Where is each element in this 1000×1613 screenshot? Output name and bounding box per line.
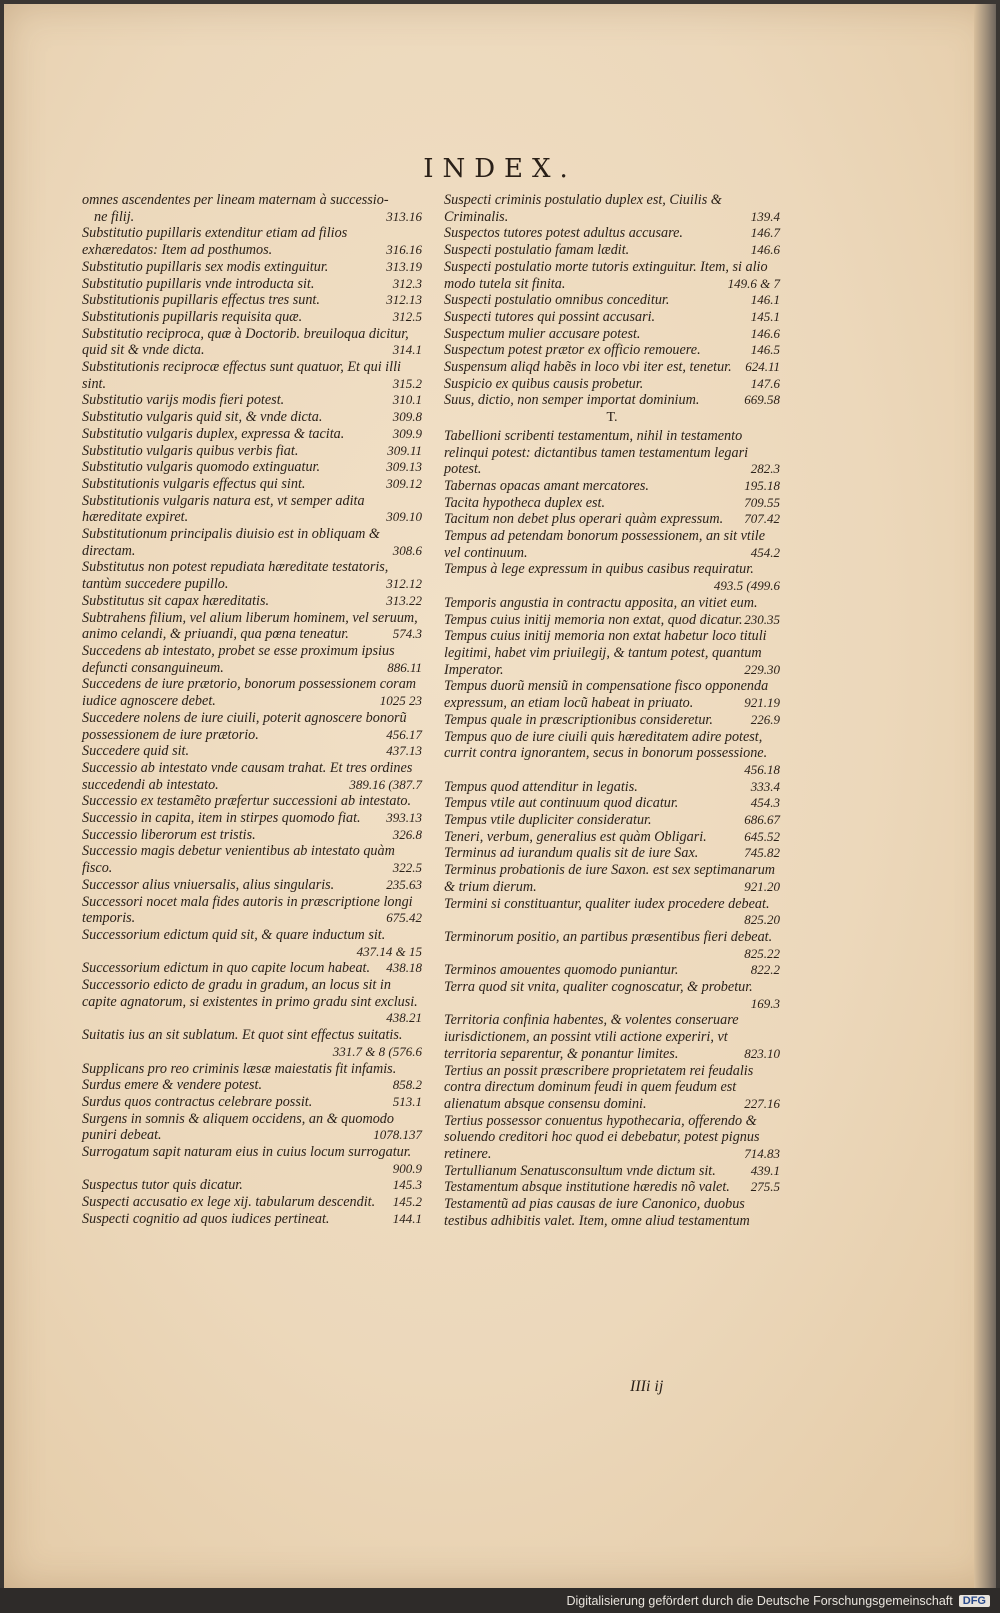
page-reference: 686.67 bbox=[744, 812, 780, 828]
entry-text: Substitutio varijs modis fieri potest. bbox=[82, 392, 285, 409]
entry-text: Suus, dictio, non semper importat dominium. bbox=[444, 392, 700, 409]
page-reference: 322.5 bbox=[392, 860, 422, 876]
page-reference: 144.1 bbox=[392, 1210, 422, 1226]
index-entry bbox=[82, 309, 422, 326]
entry-text: Succedens ab intestato, probet se esse proximum ipsius defuncti consanguineum. bbox=[82, 642, 395, 676]
index-entry bbox=[82, 1111, 422, 1144]
page-reference: 313.19 bbox=[386, 258, 422, 274]
entry-text: Substitutio vulgaris duplex, expressa & tacita. bbox=[82, 425, 345, 442]
entry-text: Substitutionis pupillaris effectus tres sunt. bbox=[82, 292, 320, 309]
page-reference: 707.42 bbox=[744, 511, 780, 527]
entry-text: Tacita hypotheca duplex est. bbox=[444, 494, 606, 511]
page-binding bbox=[974, 4, 996, 1588]
index-entry bbox=[82, 476, 422, 493]
page-reference: 315.2 bbox=[392, 375, 422, 391]
page-reference: 886.11 bbox=[387, 659, 422, 675]
page-reference: 825.22 bbox=[744, 945, 780, 961]
entry-text: omnes ascendentes per lineam maternam à successio- bbox=[82, 192, 389, 208]
index-entry bbox=[444, 326, 780, 343]
page-reference: 438.18 bbox=[386, 960, 422, 976]
page-reference: 146.1 bbox=[750, 292, 780, 308]
page-reference: 921.20 bbox=[744, 878, 780, 894]
index-entry bbox=[82, 894, 422, 927]
entry-text: Substitutionis pupillaris requisita quæ. bbox=[82, 308, 303, 325]
entry-text: Substitutionis vulgaris effectus qui sint. bbox=[82, 475, 306, 492]
entry-text: Temporis angustia in contractu apposita, an vitiet eum. bbox=[444, 594, 758, 611]
entry-text: Tabernas opacas amant mercatores. bbox=[444, 477, 649, 494]
page-reference: 146.6 bbox=[750, 325, 780, 341]
index-entry bbox=[82, 1077, 422, 1094]
page-reference: 312.13 bbox=[386, 292, 422, 308]
index-entry bbox=[444, 1196, 780, 1229]
index-entry bbox=[82, 960, 422, 977]
entry-text: Substitutio pupillaris extenditur etiam ad filios exhæredatos: Item ad posthumos. bbox=[82, 225, 348, 259]
entry-text: Subtrahens filium, vel alium liberum hominem, vel seruum, animo celandi, & priuandi, qua pœna teneatur. bbox=[82, 609, 418, 643]
footer-text: Digitalisierung gefördert durch die Deutsche Forschungsgemeinschaft bbox=[566, 1593, 953, 1608]
index-column-right bbox=[444, 192, 780, 1230]
entry-text: Tertius possessor conuentus hypothecaria, offerendo & soluendo creditori hoc quod ei debebatur, potest pignus retinere. bbox=[444, 1112, 760, 1163]
entry-text: Tempus cuius initij memoria non extat, quod dicatur. bbox=[444, 611, 743, 628]
page-reference: 312.5 bbox=[392, 308, 422, 324]
entry-text: Substitutionis reciprocæ effectus sunt quatuor, Et qui illi sint. bbox=[82, 359, 401, 392]
entry-text: Surdus quos contractus celebrare possit. bbox=[82, 1093, 313, 1110]
entry-text: Surrogatum sapit naturam eius in cuius locum surrogatur. bbox=[82, 1144, 412, 1161]
index-entry bbox=[82, 225, 422, 258]
entry-text: Substitutionis vulgaris natura est, vt semper adita hæreditate expiret. bbox=[82, 492, 365, 526]
page-reference: 146.6 bbox=[750, 242, 780, 258]
entry-text: Successor alius vniuersalis, alius singularis. bbox=[82, 876, 335, 893]
entry-text: Successio in capita, item in stirpes quomodo fiat. bbox=[82, 810, 361, 827]
index-entry bbox=[444, 1163, 780, 1180]
index-entry bbox=[82, 443, 422, 460]
page-reference: 456.17 bbox=[386, 726, 422, 742]
entry-text: Suspectos tutores potest adultus accusare. bbox=[444, 225, 683, 242]
index-entry bbox=[444, 428, 780, 478]
entry-text: Substitutus sit capax hæreditatis. bbox=[82, 592, 270, 609]
entry-text: Substitutus non potest repudiata hæreditate testatoris, tantùm succedere pupillo. bbox=[82, 559, 389, 593]
entry-text: Testamentũ ad pias causas de iure Canonico, duobus testibus adhibitis valet. Item, omne aliud testamentum bbox=[444, 1196, 750, 1229]
index-entry bbox=[444, 896, 780, 929]
page-reference: 145.1 bbox=[750, 308, 780, 324]
page-reference: 709.55 bbox=[744, 494, 780, 510]
page-reference: 454.3 bbox=[750, 795, 780, 811]
page-reference: 858.2 bbox=[392, 1077, 422, 1093]
index-entry bbox=[82, 1211, 422, 1228]
entry-text: Tertullianum Senatusconsultum vnde dictum sit. bbox=[444, 1162, 716, 1179]
index-entry bbox=[444, 1179, 780, 1196]
page-reference: 333.4 bbox=[750, 778, 780, 794]
page-reference: 513.1 bbox=[392, 1093, 422, 1109]
entry-text: Successio magis debetur venientibus ab intestato quàm fisco. bbox=[82, 843, 395, 877]
index-entry bbox=[82, 843, 422, 876]
index-entry bbox=[444, 259, 780, 292]
index-entry bbox=[82, 676, 422, 709]
entry-text: Tempus à lege expressum in quibus casibus requiratur. bbox=[444, 561, 754, 578]
folio-signature: IIIi ij bbox=[630, 1378, 664, 1395]
page-reference: 309.12 bbox=[386, 475, 422, 491]
page-reference: 900.9 bbox=[392, 1160, 422, 1176]
index-entry bbox=[82, 1027, 422, 1060]
entry-text: Substitutio vulgaris quibus verbis fiat. bbox=[82, 442, 299, 459]
index-entry bbox=[82, 1194, 422, 1211]
entry-text: Terminus probationis de iure Saxon. est sex septimanarum & trium dierum. bbox=[444, 862, 776, 895]
index-entry bbox=[82, 593, 422, 610]
index-entry bbox=[444, 712, 780, 729]
page-reference: 235.63 bbox=[386, 876, 422, 892]
entry-text: Terminus ad iurandum qualis sit de iure Sax. bbox=[444, 845, 699, 862]
entry-text: Suspecti criminis postulatio duplex est, Ciuilis & Criminalis. bbox=[444, 192, 722, 225]
entry-text: Successori nocet mala fides autoris in præscriptione longi temporis. bbox=[82, 893, 413, 927]
index-entry bbox=[82, 292, 422, 309]
page-reference: 309.10 bbox=[386, 509, 422, 525]
page-reference: 645.52 bbox=[744, 828, 780, 844]
index-entry bbox=[82, 710, 422, 743]
page-reference: 229.30 bbox=[744, 661, 780, 677]
entry-text: Surgens in somnis & aliquem occidens, an & quomodo puniri debeat. bbox=[82, 1110, 394, 1144]
page-reference: 169.3 bbox=[750, 995, 780, 1011]
entry-text: Terminorum positio, an partibus præsentibus fieri debeat. bbox=[444, 928, 773, 945]
page-reference: 309.11 bbox=[387, 442, 422, 458]
entry-text: Suspensum aliqd habẽs in loco vbi iter est, tenetur. bbox=[444, 359, 732, 376]
page-reference: 146.7 bbox=[750, 225, 780, 241]
page-reference: 195.18 bbox=[744, 477, 780, 493]
page-reference: 437.13 bbox=[386, 743, 422, 759]
page-reference: 675.42 bbox=[386, 910, 422, 926]
index-entry bbox=[444, 862, 780, 895]
entry-text: Succedere quid sit. bbox=[82, 743, 190, 760]
index-column-left bbox=[82, 192, 422, 1228]
page-reference: 331.7 & 8 (576.6 bbox=[332, 1043, 422, 1059]
page-reference: 309.9 bbox=[392, 425, 422, 441]
entry-text: Testamentum absque institutione hæredis nõ valet. bbox=[444, 1179, 730, 1196]
index-entry bbox=[444, 829, 780, 846]
entry-text: Tempus quod attenditur in legatis. bbox=[444, 778, 638, 795]
index-entry bbox=[444, 495, 780, 512]
index-entry bbox=[444, 612, 780, 629]
index-entry bbox=[82, 760, 422, 793]
entry-text: Substitutio pupillaris vnde introducta sit. bbox=[82, 275, 315, 292]
entry-text: Suspicio ex quibus causis probetur. bbox=[444, 375, 644, 392]
entry-text: Successio liberorum est tristis. bbox=[82, 826, 256, 843]
index-entry bbox=[444, 528, 780, 561]
page-reference: 309.8 bbox=[392, 409, 422, 425]
index-entry bbox=[444, 359, 780, 376]
page-reference: 312.3 bbox=[392, 275, 422, 291]
page-reference: 226.9 bbox=[750, 711, 780, 727]
entry-text: Suspecti tutores qui possint accusari. bbox=[444, 308, 656, 325]
entry-text: Substitutio reciproca, quæ à Doctorib. breuiloqua dicitur, quid sit & vnde dicta. bbox=[82, 325, 409, 359]
index-entry bbox=[444, 929, 780, 962]
entry-text: Tempus ad petendam bonorum possessionem, an sit vtile vel continuum. bbox=[444, 528, 766, 561]
index-entry bbox=[444, 511, 780, 528]
entry-text: Tempus duorũ mensiũ in compensatione fisco opponenda expressum, an etiam locũ habeat in priuato. bbox=[444, 678, 769, 712]
page-reference: 389.16 (387.7 bbox=[349, 776, 422, 792]
page-reference: 227.16 bbox=[744, 1095, 780, 1111]
page-reference: 714.83 bbox=[744, 1146, 780, 1162]
page-reference: 147.6 bbox=[750, 375, 780, 391]
entry-text: Tempus vtile aut continuum quod dicatur. bbox=[444, 795, 679, 812]
index-entry bbox=[82, 526, 422, 559]
entry-text: Successorium edictum quid sit, & quare inductum sit. bbox=[82, 926, 386, 943]
entry-text: Suspecti cognitio ad quos iudices pertineat. bbox=[82, 1210, 330, 1227]
page-reference: 669.58 bbox=[744, 392, 780, 408]
entry-text: Successorium edictum in quo capite locum habeat. bbox=[82, 960, 371, 977]
page-reference: 438.21 bbox=[386, 1010, 422, 1026]
entry-text: Substitutio vulgaris quid sit, & vnde dicta. bbox=[82, 409, 323, 426]
page-reference: 139.4 bbox=[750, 208, 780, 224]
entry-text: Tacitum non debet plus operari quàm expressum. bbox=[444, 511, 724, 528]
index-entry bbox=[82, 1094, 422, 1111]
index-entry bbox=[82, 610, 422, 643]
index-entry bbox=[444, 962, 780, 979]
index-entry bbox=[444, 225, 780, 242]
index-entry bbox=[444, 1113, 780, 1163]
index-entry bbox=[82, 259, 422, 276]
page-reference: 456.18 bbox=[744, 761, 780, 777]
page-reference: 146.5 bbox=[750, 342, 780, 358]
page-reference: 326.8 bbox=[392, 826, 422, 842]
page-reference: 145.2 bbox=[392, 1194, 422, 1210]
page-reference: 312.12 bbox=[386, 576, 422, 592]
page-reference: 574.3 bbox=[392, 626, 422, 642]
page-reference: 437.14 & 15 bbox=[356, 943, 422, 959]
index-entry bbox=[82, 1061, 422, 1078]
index-entry bbox=[82, 793, 422, 810]
entry-text: Tempus cuius initij memoria non extat habetur loco tituli legitimi, habet vim priuilegij, & tantum potest, quantum Imperator. bbox=[444, 628, 767, 678]
entry-text: Suspectum mulier accusare potest. bbox=[444, 325, 641, 342]
page-reference: 316.16 bbox=[386, 242, 422, 258]
page-reference: 822.2 bbox=[750, 962, 780, 978]
page-reference: 439.1 bbox=[750, 1162, 780, 1178]
index-entry bbox=[82, 276, 422, 293]
index-entry bbox=[444, 678, 780, 711]
entry-text: Suitatis ius an sit sublatum. Et quot sint effectus suitatis. bbox=[82, 1027, 403, 1044]
index-entry bbox=[444, 812, 780, 829]
entry-text: Substitutio pupillaris sex modis extinguitur. bbox=[82, 258, 329, 275]
index-entry bbox=[82, 1144, 422, 1177]
index-entry bbox=[444, 478, 780, 495]
index-entry bbox=[82, 827, 422, 844]
index-entry bbox=[444, 376, 780, 393]
index-entry bbox=[82, 877, 422, 894]
page-reference: 275.5 bbox=[750, 1179, 780, 1195]
entry-continuation: ne filij. bbox=[94, 208, 135, 225]
index-entry bbox=[444, 979, 780, 1012]
index-entry bbox=[82, 409, 422, 426]
entry-text: Territoria confinia habentes, & volentes conseruare iurisdictionem, an possint vtili actione experiri, vt territoria separentur, & ponantur limites. bbox=[444, 1012, 739, 1062]
page-reference: 493.5 (499.6 bbox=[713, 578, 780, 594]
index-entry bbox=[444, 628, 780, 678]
page-reference: 230.35 bbox=[744, 611, 780, 627]
index-entry bbox=[444, 561, 780, 594]
index-entry bbox=[444, 242, 780, 259]
index-entry bbox=[82, 1177, 422, 1194]
index-entry bbox=[82, 359, 422, 392]
dfg-logo: DFG bbox=[959, 1595, 990, 1607]
index-entry bbox=[82, 927, 422, 960]
page-reference: 314.1 bbox=[392, 342, 422, 358]
index-entry bbox=[82, 459, 422, 476]
entry-text: Substitutionum principalis diuisio est in obliquam & directam. bbox=[82, 526, 380, 559]
page-reference: 454.2 bbox=[750, 544, 780, 560]
page-reference: 310.1 bbox=[392, 392, 422, 408]
index-entry bbox=[444, 1063, 780, 1113]
entry-text: Tempus quo de iure ciuili quis hæreditatem adire potest, currit contra ignorantem, secus in bonorum possessione. bbox=[444, 728, 768, 762]
index-entry bbox=[82, 977, 422, 1027]
entry-text: Supplicans pro reo criminis læsæ maiestatis fit infamis. bbox=[82, 1060, 397, 1077]
entry-text: Successio ex testamẽto præfertur successioni ab intestato. bbox=[82, 793, 412, 810]
section-letter: T. bbox=[606, 410, 618, 426]
index-entry bbox=[444, 1012, 780, 1062]
index-entry bbox=[82, 392, 422, 409]
entry-text: Succedens de iure prætorio, bonorum possessionem coram iudice agnoscere debet. bbox=[82, 676, 417, 710]
entry-text: Tabellioni scribenti testamentum, nihil in testamento relinqui potest: dictantibus tamen testamentum legari potest. bbox=[444, 427, 749, 478]
entry-text: Suspectus tutor quis dicatur. bbox=[82, 1177, 243, 1194]
entry-text: Suspecti postulatio morte tutoris extinguitur. Item, si alio modo tutela sit finita. bbox=[444, 258, 768, 292]
index-entry bbox=[444, 779, 780, 796]
entry-text: Substitutio vulgaris quomodo extinguatur. bbox=[82, 459, 321, 476]
entry-text: Terminos amouentes quomodo puniantur. bbox=[444, 962, 679, 979]
index-entry bbox=[82, 643, 422, 676]
page-reference: 393.13 bbox=[386, 810, 422, 826]
page-reference: 313.16 bbox=[386, 208, 422, 224]
index-entry bbox=[444, 292, 780, 309]
index-entry bbox=[82, 559, 422, 592]
entry-text: Succedere nolens de iure ciuili, poterit agnoscere bonorũ possessionem de iure prætorio. bbox=[82, 709, 407, 743]
page-reference: 313.22 bbox=[386, 592, 422, 608]
entry-text: Suspecti postulatio omnibus conceditur. bbox=[444, 292, 670, 309]
digitization-footer bbox=[0, 1588, 1000, 1613]
index-entry bbox=[444, 595, 780, 612]
entry-text: Suspecti postulatio famam lædit. bbox=[444, 242, 630, 259]
book-page bbox=[4, 4, 996, 1588]
index-entry bbox=[444, 309, 780, 326]
index-entry bbox=[444, 392, 780, 409]
entry-text: Suspectum potest prætor ex officio remouere. bbox=[444, 342, 701, 359]
index-entry bbox=[82, 326, 422, 359]
page-reference: 921.19 bbox=[744, 695, 780, 711]
entry-text: Tempus vtile dupliciter consideratur. bbox=[444, 812, 652, 829]
entry-text: Tertius an possit præscribere proprietatem rei feudalis contra directum dominum feudi in quem feudum est alienatum absque consensu domini. bbox=[444, 1062, 754, 1112]
page-reference: 282.3 bbox=[750, 461, 780, 477]
page-reference: 145.3 bbox=[392, 1177, 422, 1193]
page-reference: 309.13 bbox=[386, 459, 422, 475]
page-reference: 149.6 & 7 bbox=[727, 275, 780, 291]
index-entry bbox=[82, 192, 422, 225]
page-reference: 825.20 bbox=[744, 912, 780, 928]
entry-text: Tempus quale in præscriptionibus consideretur. bbox=[444, 711, 713, 728]
entry-text: Successio ab intestato vnde causam trahat. Et tres ordines succedendi ab intestato. bbox=[82, 759, 413, 793]
entry-text: Suspecti accusatio ex lege xij. tabularum descendit. bbox=[82, 1194, 376, 1211]
entry-text: Termini si constituantur, qualiter iudex procedere debeat. bbox=[444, 895, 770, 912]
page-reference: 823.10 bbox=[744, 1045, 780, 1061]
index-entry bbox=[444, 795, 780, 812]
index-entry bbox=[82, 426, 422, 443]
entry-text: Surdus emere & vendere potest. bbox=[82, 1077, 263, 1094]
index-entry bbox=[82, 810, 422, 827]
entry-text: Teneri, verbum, generalius est quàm Obligari. bbox=[444, 828, 707, 845]
index-entry bbox=[444, 729, 780, 779]
page-header: INDEX. bbox=[423, 154, 577, 184]
page-reference: 308.6 bbox=[392, 542, 422, 558]
page-reference: 1078.137 bbox=[373, 1127, 422, 1143]
index-entry bbox=[82, 743, 422, 760]
page-reference: 624.11 bbox=[745, 359, 780, 375]
index-entry bbox=[444, 342, 780, 359]
index-entry bbox=[444, 192, 780, 225]
entry-text: Successorio edicto de gradu in gradum, an locus sit in capite agnatorum, si existentes in primo gradu sint exclusi. bbox=[82, 977, 418, 1010]
page-reference: 1025 23 bbox=[379, 693, 422, 709]
index-entry bbox=[444, 845, 780, 862]
index-entry bbox=[82, 493, 422, 526]
entry-text: Terra quod sit vnita, qualiter cognoscatur, & probetur. bbox=[444, 979, 753, 996]
page-reference: 745.82 bbox=[744, 845, 780, 861]
